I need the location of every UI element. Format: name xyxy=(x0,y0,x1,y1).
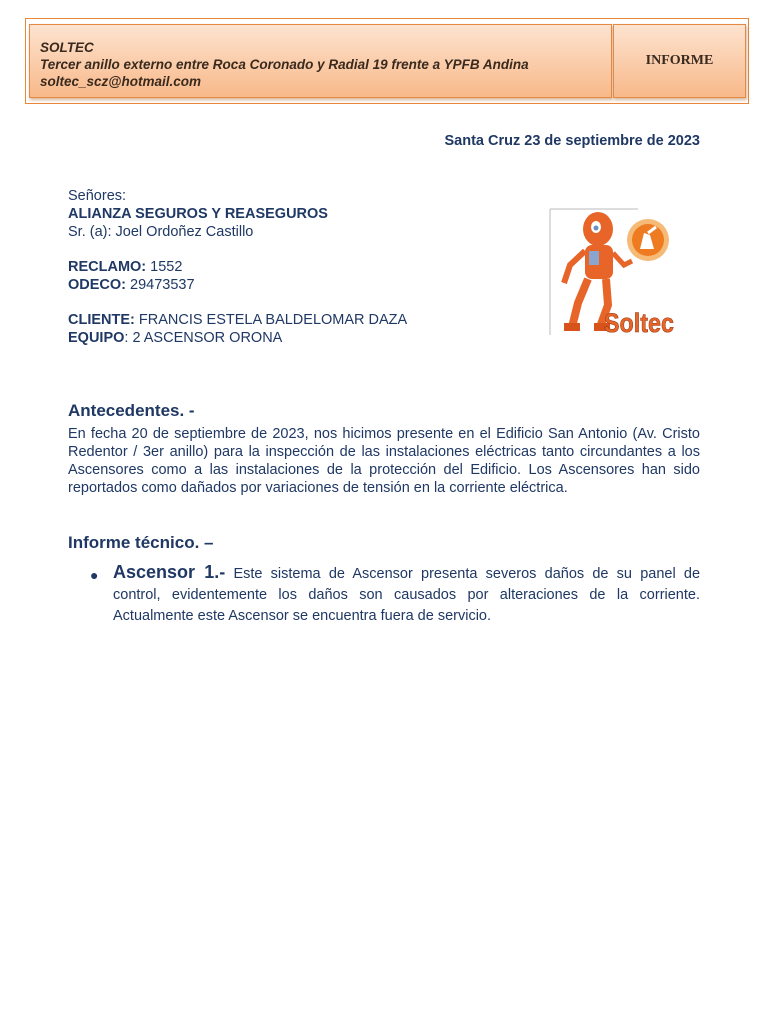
bullet-marker: ● xyxy=(90,567,99,583)
cliente-label: CLIENTE: xyxy=(68,312,135,328)
salutation: Señores: xyxy=(68,188,127,204)
company-email: soltec_scz@hotmail.com xyxy=(40,74,201,89)
document-type: INFORME xyxy=(613,24,746,98)
cliente-value: FRANCIS ESTELA BALDELOMAR DAZA xyxy=(134,312,408,328)
odeco-value: 29473537 xyxy=(126,277,195,293)
equipo-label: EQUIPO xyxy=(68,330,125,346)
logo-text: Soltec xyxy=(604,308,674,338)
reclamo-line xyxy=(68,258,407,276)
reclamo-label: RECLAMO: xyxy=(68,259,147,275)
letterhead-info xyxy=(29,24,612,98)
recipient-company: ALIANZA SEGUROS Y REASEGUROS xyxy=(68,206,328,222)
recipient-attn: Sr. (a): Joel Ordoñez Castillo xyxy=(68,224,254,240)
reclamo-value: 1552 xyxy=(146,259,183,275)
address-block xyxy=(68,187,407,347)
list-item xyxy=(113,562,700,627)
company-name: SOLTEC xyxy=(40,40,94,55)
soltec-logo xyxy=(548,205,676,337)
letterhead xyxy=(25,18,749,104)
odeco-line xyxy=(68,276,407,294)
cliente-line xyxy=(68,311,407,329)
item-lead: Ascensor 1.- xyxy=(113,562,226,582)
item-text: Este sistema de Ascensor presenta severos daños de su panel de control, evidentemente los daños son causados por alteraciones de la corriente. Actualmente este Ascensor se encuentra fuera de servicio. xyxy=(113,566,701,624)
company-address: Tercer anillo externo entre Roca Coronado y Radial 19 frente a YPFB Andina xyxy=(40,57,529,72)
informe-heading: Informe técnico. – xyxy=(68,533,214,552)
odeco-label: ODECO: xyxy=(68,277,126,293)
equipo-value: : 2 ASCENSOR ORONA xyxy=(124,330,283,346)
document-date: Santa Cruz 23 de septiembre de 2023 xyxy=(444,133,700,149)
antecedentes-heading: Antecedentes. - xyxy=(68,401,195,420)
antecedentes-body: En fecha 20 de septiembre de 2023, nos hicimos presente en el Edificio San Antonio (Av. Cristo Redentor / 3er anillo) para la inspección de las instalaciones eléctricas tanto circundantes a los Ascensores como a las instalaciones de la protección del Edificio. Los Ascensores han sido reportados como dañados por variaciones de tensión en la corriente eléctrica. xyxy=(68,426,700,496)
equipo-line xyxy=(68,329,407,347)
